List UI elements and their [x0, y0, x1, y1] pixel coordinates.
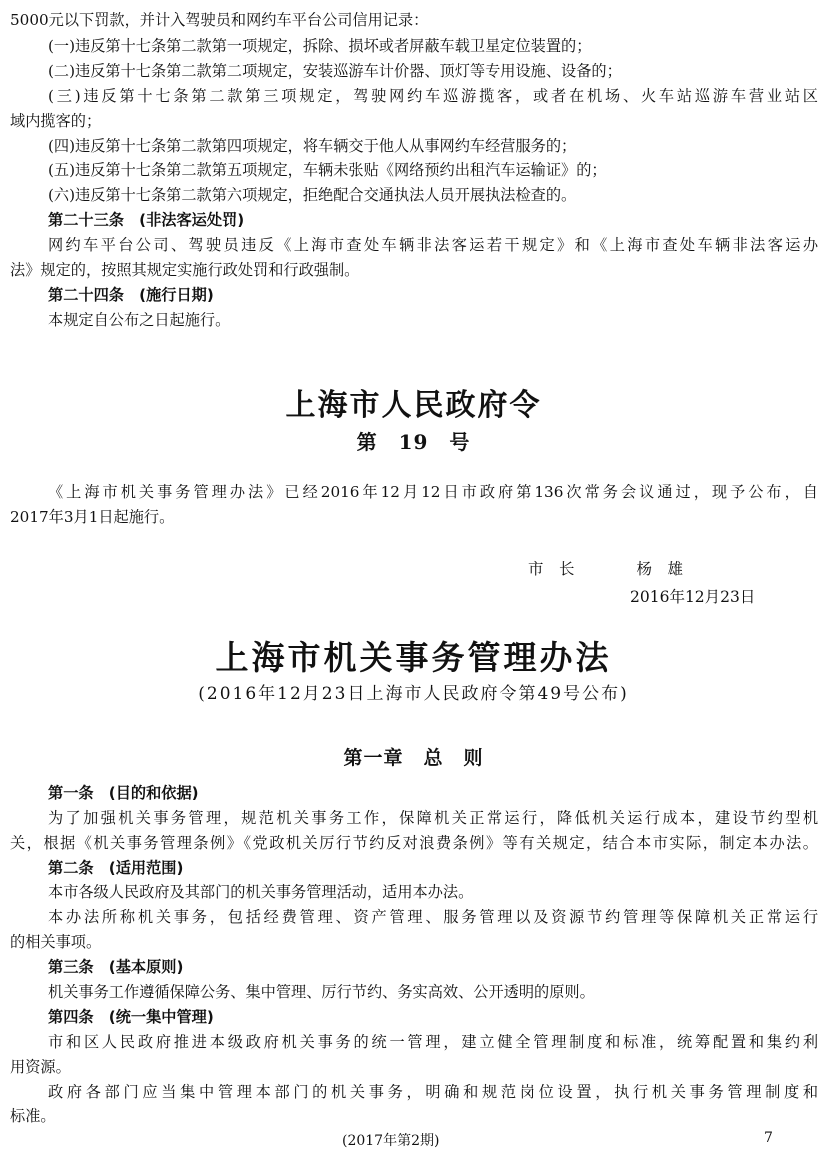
decree-body-line: 《上海市机关事务管理办法》已经2016年12月12日市政府第136次常务会议通过，现予公布，自	[48, 483, 818, 501]
article-heading: 第二十四条 (施行日期)	[48, 286, 214, 304]
paragraph-line: 为了加强机关事务管理，规范机关事务工作，保障机关正常运行，降低机关运行成本，建设节约型机	[48, 809, 818, 827]
paragraph-line: 本办法所称机关事务，包括经费管理、资产管理、服务管理以及资源节约管理等保障机关正常运行	[48, 908, 818, 926]
issue-label: (2017年第2期)	[342, 1133, 440, 1149]
article-heading: 第二十三条 (非法客运处罚)	[48, 211, 245, 229]
article-heading: 第四条 (统一集中管理)	[48, 1008, 214, 1026]
paragraph-line: 域内揽客的；	[10, 112, 102, 130]
paragraph-line: (五)违反第十七条第二款第五项规定，车辆未张贴《网络预约出租汽车运输证》的；	[48, 161, 607, 179]
paragraph-line: (六)违反第十七条第二款第六项规定，拒绝配合交通执法人员开展执法检查的。	[48, 186, 577, 204]
paragraph-line: 本规定自公布之日起施行。	[48, 311, 231, 329]
chapter-heading: 第一章 总 则	[343, 747, 484, 769]
article-heading: 第一条 (目的和依据)	[48, 784, 199, 802]
decree-signer: 市 长 杨 雄	[528, 560, 684, 578]
paragraph-line: 法》规定的，按照其规定实施行政处罚和行政强制。	[10, 261, 360, 279]
paragraph-line: 的相关事项。	[10, 933, 102, 951]
paragraph-line: (四)违反第十七条第二款第四项规定，将车辆交于他人从事网约车经营服务的；	[48, 137, 577, 155]
article-heading: 第三条 (基本原则)	[48, 958, 184, 976]
paragraph-line: 用资源。	[10, 1058, 71, 1076]
regulation-subtitle: (2016年12月23日上海市人民政府令第49号公布)	[198, 684, 629, 704]
regulation-title: 上海市机关事务管理办法	[215, 638, 612, 677]
paragraph-line: 网约车平台公司、驾驶员违反《上海市查处车辆非法客运若干规定》和《上海市查处车辆非法客运办	[48, 236, 818, 254]
paragraph-line: 标准。	[10, 1107, 56, 1125]
article-heading: 第二条 (适用范围)	[48, 859, 184, 877]
decree-number: 第 19 号	[356, 430, 471, 454]
decree-date: 2016年12月23日	[630, 588, 756, 606]
paragraph-line: 5000元以下罚款，并计入驾驶员和网约车平台公司信用记录：	[10, 11, 429, 29]
paragraph-line: (三)违反第十七条第二款第三项规定，驾驶网约车巡游揽客，或者在机场、火车站巡游车营业站区	[48, 87, 818, 105]
paragraph-line: 关，根据《机关事务管理条例》《党政机关厉行节约反对浪费条例》等有关规定，结合本市实际，制定本办法。	[10, 834, 818, 852]
paragraph-line: 本市各级人民政府及其部门的机关事务管理活动，适用本办法。	[48, 883, 474, 901]
paragraph-line: (二)违反第十七条第二款第二项规定，安装巡游车计价器、顶灯等专用设施、设备的；	[48, 62, 622, 80]
decree-title: 上海市人民政府令	[285, 388, 542, 423]
page-number: 7	[764, 1130, 773, 1146]
paragraph-line: 机关事务工作遵循保障公务、集中管理、厉行节约、务实高效、公开透明的原则。	[48, 983, 595, 1001]
paragraph-line: (一)违反第十七条第二款第一项规定，拆除、损坏或者屏蔽车载卫星定位装置的；	[48, 37, 592, 55]
paragraph-line: 市和区人民政府推进本级政府机关事务的统一管理，建立健全管理制度和标准，统筹配置和集约利	[48, 1033, 818, 1051]
paragraph-line: 政府各部门应当集中管理本部门的机关事务，明确和规范岗位设置，执行机关事务管理制度和	[48, 1083, 818, 1101]
decree-body-line: 2017年3月1日起施行。	[10, 508, 175, 526]
